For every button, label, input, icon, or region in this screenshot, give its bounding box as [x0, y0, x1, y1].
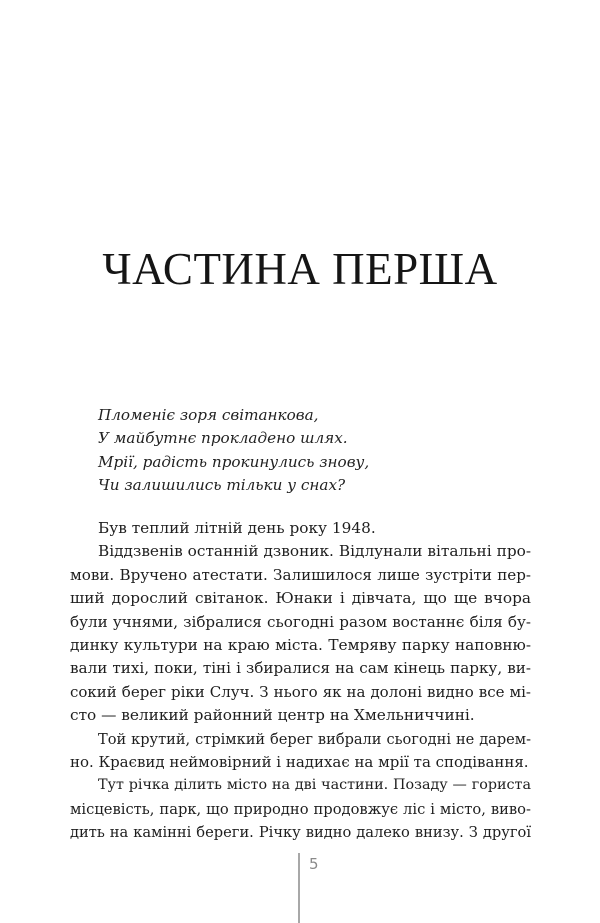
epigraph-line: Пломеніє зоря світанкова, [98, 406, 319, 424]
epigraph-line: Чи залишились тільки у снах? [98, 475, 346, 494]
paragraph-line: динку культури на краю міста. Темряву парку наповню- [70, 635, 531, 654]
paragraph-line: Той крутий, стрімкий берег вибрали сьогодні не дарем- [98, 730, 531, 748]
paragraph-line: Віддзвенів останній дзвоник. Відлунали вітальні про- [98, 542, 531, 561]
epigraph [98, 404, 369, 497]
footer-divider [298, 853, 300, 923]
paragraph-line: були учнями, зібралися сьогодні разом востаннє біля бу- [70, 612, 531, 631]
paragraph-line: дить на камінні береги. Річку видно далеко внизу. З другої [70, 824, 531, 842]
chapter-title: ЧАСТИНА ПЕРША [102, 244, 498, 294]
paragraph-line: мови. Вручено атестати. Залишилося лише зустріти пер- [70, 565, 531, 584]
epigraph-line: У майбутнє прокладено шлях. [98, 429, 348, 448]
body-text [70, 517, 531, 844]
paragraph-line: ший дорослий світанок. Юнаки і дівчата, що ще вчора [70, 589, 531, 608]
paragraph-line: но. Краєвид неймовірний і надихає на мрії та сподівання. [70, 752, 529, 771]
page-number: 5 [309, 855, 319, 873]
paragraph-line: вали тихі, поки, тіні і збиралися на сам кінець парку, ви- [70, 659, 531, 678]
paragraph-line: сто — великий районний центр на Хмельниччині. [70, 706, 475, 725]
epigraph-line: Мрії, радість прокинулись знову, [98, 452, 370, 471]
paragraph-line: місцевість, парк, що природно продовжує ліс і місто, виво- [70, 800, 531, 818]
paragraph-line: Був теплий літній день року 1948. [98, 519, 376, 537]
paragraph-line: сокий берег ріки Случ. З нього як на долоні видно все мі- [70, 682, 531, 701]
paragraph-line: Тут річка ділить місто на дві частини. Позаду — гориста [98, 777, 531, 794]
